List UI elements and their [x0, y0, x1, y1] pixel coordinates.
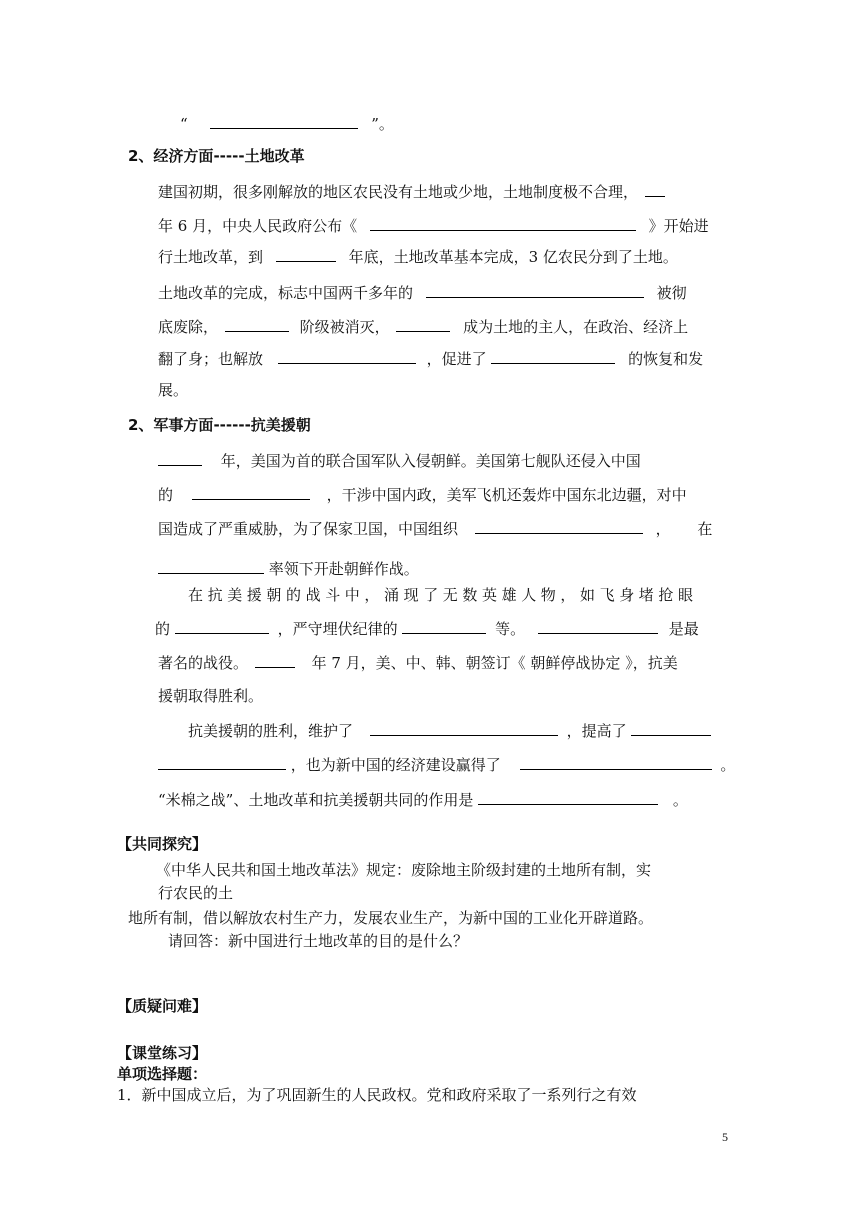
econ-line-2: 年 6 月，中央人民政府公布《 》开始进: [158, 217, 709, 235]
blank-prestige-b: [158, 754, 286, 770]
econ-line-7: 展。: [158, 381, 189, 399]
explore-line-2: 行农民的土: [158, 884, 234, 902]
blank-security: [370, 720, 558, 736]
blank-strait: [192, 484, 310, 500]
blank-war-year: [158, 450, 202, 466]
page-number: 5: [722, 1130, 728, 1144]
blank-slogan: [210, 113, 358, 129]
blank-hero-1: [175, 618, 269, 634]
mil-line-9: 抗美援朝的胜利，维护了 ，提高了: [188, 720, 711, 741]
practice-subheading: 单项选择题：: [117, 1065, 208, 1083]
section-heading-military: 2、军事方面------抗美援朝: [128, 416, 311, 434]
econ-line-1: 建国初期，很多刚解放的地区农民没有土地或少地，土地制度极不合理，: [158, 181, 665, 202]
mil-line-5: 在抗美援朝的战斗中，涌现了无数英雄人物，如飞身堵抢眼: [188, 586, 698, 604]
section-heading-economy: 2、经济方面-----土地改革: [128, 147, 305, 165]
blank-battle: [538, 618, 658, 634]
section-heading-practice: 【课堂练习】: [117, 1044, 208, 1062]
blank-owners: [396, 316, 450, 332]
mil-line-8: 援朝取得胜利。: [158, 687, 264, 705]
mil-line-7: 著名的战役。 年 7 月，美、中、韩、朝签订《 朝鲜停战协定 》，抗美: [158, 654, 678, 672]
blank-prestige-a: [631, 720, 711, 736]
blank-economy: [491, 348, 615, 364]
explore-line-1: 《中华人民共和国土地改革法》规定：废除地主阶级封建的土地所有制，实: [156, 861, 652, 879]
section-heading-doubts: 【质疑问难】: [117, 997, 208, 1015]
econ-line-3: 行土地改革，到 年底，土地改革基本完成，3 亿农民分到了土地。: [158, 248, 678, 266]
explore-line-3: 地所有制，借以解放农村生产力，发展农业生产，为新中国的工业化开辟道路。: [128, 909, 654, 927]
section-heading-explore: 【共同探究】: [117, 835, 208, 853]
mil-line-4: 率领下开赴朝鲜作战。: [158, 549, 419, 579]
blank-armistice-year: [255, 652, 295, 668]
blank-system: [426, 282, 644, 298]
blank-law-name: [370, 215, 636, 231]
blank-army: [475, 518, 643, 534]
explore-question: 请回答：新中国进行土地改革的目的是什么？: [168, 932, 469, 950]
quote-line: [180, 113, 394, 134]
blank-hero-2: [402, 618, 486, 634]
blank-productivity: [278, 348, 416, 364]
close-quote: ”。: [371, 115, 394, 133]
blank-year-1: [645, 181, 665, 197]
econ-line-5: 底废除， 阶级被消灭， 成为土地的主人，在政治、经济上: [158, 318, 689, 336]
mil-line-11: “米棉之战”、土地改革和抗美援朝共同的作用是 。: [158, 791, 688, 809]
blank-commander: [158, 549, 264, 574]
mil-line-6: 的 ，严守埋伏纪律的 等。 是最: [155, 620, 699, 638]
mil-line-10: ，也为新中国的经济建设赢得了 。: [158, 754, 735, 775]
question-1: 1．新中国成立后，为了巩固新生的人民政权。党和政府采取了一系列行之有效: [117, 1086, 637, 1104]
mil-line-1: 年，美国为首的联合国军队入侵朝鲜。美国第七舰队还侵入中国: [158, 450, 641, 471]
econ-line-4: 土地改革的完成，标志中国两千多年的 被彻: [158, 284, 687, 302]
blank-environment: [520, 754, 712, 770]
blank-year-2: [276, 246, 336, 262]
blank-common-effect: [478, 789, 658, 805]
blank-class: [225, 316, 289, 332]
open-quote: “: [180, 115, 188, 133]
mil-line-2: 的 ，干涉中国内政，美军飞机还轰炸中国东北边疆，对中: [158, 486, 687, 504]
econ-line-6: 翻了身；也解放 ，促进了 的恢复和发: [158, 350, 704, 368]
mil-line-3: 国造成了严重威胁，为了保家卫国，中国组织 ， 在: [158, 520, 713, 538]
